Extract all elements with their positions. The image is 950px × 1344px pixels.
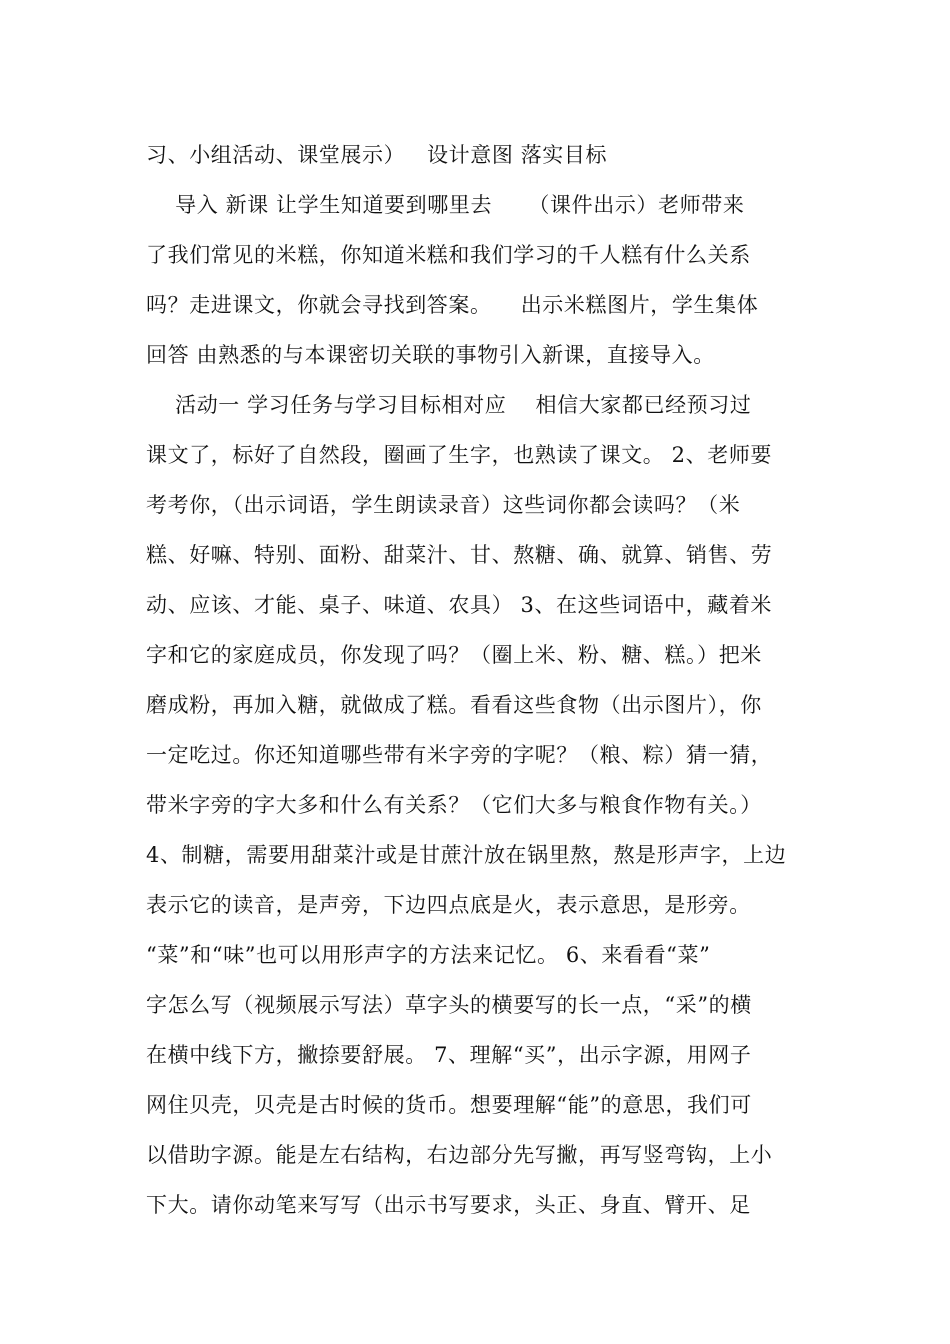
text-line: 考考你，（出示词语，学生朗读录音）这些词你都会读吗？（米 xyxy=(146,493,741,517)
text-line: 表示它的读音，是声旁，下边四点底是火，表示意思，是形旁。 xyxy=(146,893,751,917)
text-line: 以借助字源。能是左右结构，右边部分先写撇，再写竖弯钩，上小 xyxy=(146,1143,773,1167)
text-line: 了我们常见的米糕，你知道米糕和我们学习的千人糕有什么关系 xyxy=(146,243,751,267)
text-line: 活动一 学习任务与学习目标相对应 相信大家都已经预习过 xyxy=(146,393,752,417)
text-line: 字怎么写（视频展示写法）草字头的横要写的长一点，“采”的横 xyxy=(146,993,752,1017)
text-line: 网住贝壳，贝壳是古时候的货币。想要理解“能”的意思，我们可 xyxy=(146,1093,752,1117)
body-text xyxy=(146,130,806,1230)
text-line: 字和它的家庭成员，你发现了吗？（圈上米、粉、糖、糕。）把米 xyxy=(146,643,762,667)
text-line: 习、小组活动、课堂展示） 设计意图 落实目标 xyxy=(146,143,608,167)
text-line: 一定吃过。你还知道哪些带有米字旁的字呢？（粮、粽）猜一猜， xyxy=(146,743,773,767)
text-line: 课文了，标好了自然段，圈画了生字，也熟读了课文。 2、老师要 xyxy=(146,443,773,467)
text-line: 吗？走进课文，你就会寻找到答案。 出示米糕图片，学生集体 xyxy=(146,293,759,317)
text-line: 导入 新课 让学生知道要到哪里去 （课件出示）老师带来 xyxy=(146,193,745,217)
text-line: 在横中线下方，撇捺要舒展。 7、理解“买”，出示字源，用网子 xyxy=(146,1043,752,1067)
text-line: 4、制糖，需要用甜菜汁或是甘蔗汁放在锅里熬，熬是形声字，上边 xyxy=(146,843,787,867)
text-line: 下大。请你动笔来写写（出示书写要求，头正、身直、臂开、足 xyxy=(146,1193,751,1217)
text-line: 回答 由熟悉的与本课密切关联的事物引入新课，直接导入。 xyxy=(146,343,715,367)
text-line: 磨成粉，再加入糖，就做成了糕。看看这些食物（出示图片），你 xyxy=(146,693,762,717)
text-line: “菜”和“味”也可以用形声字的方法来记忆。 6、来看看“菜” xyxy=(146,943,711,967)
text-line: 动、应该、才能、桌子、味道、农具） 3、在这些词语中，藏着米 xyxy=(146,593,773,617)
text-line: 糕、好嘛、特别、面粉、甜菜汁、甘、熬糖、确、就算、销售、劳 xyxy=(146,543,773,567)
text-line: 带米字旁的字大多和什么有关系？（它们大多与粮食作物有关。） xyxy=(146,793,762,817)
